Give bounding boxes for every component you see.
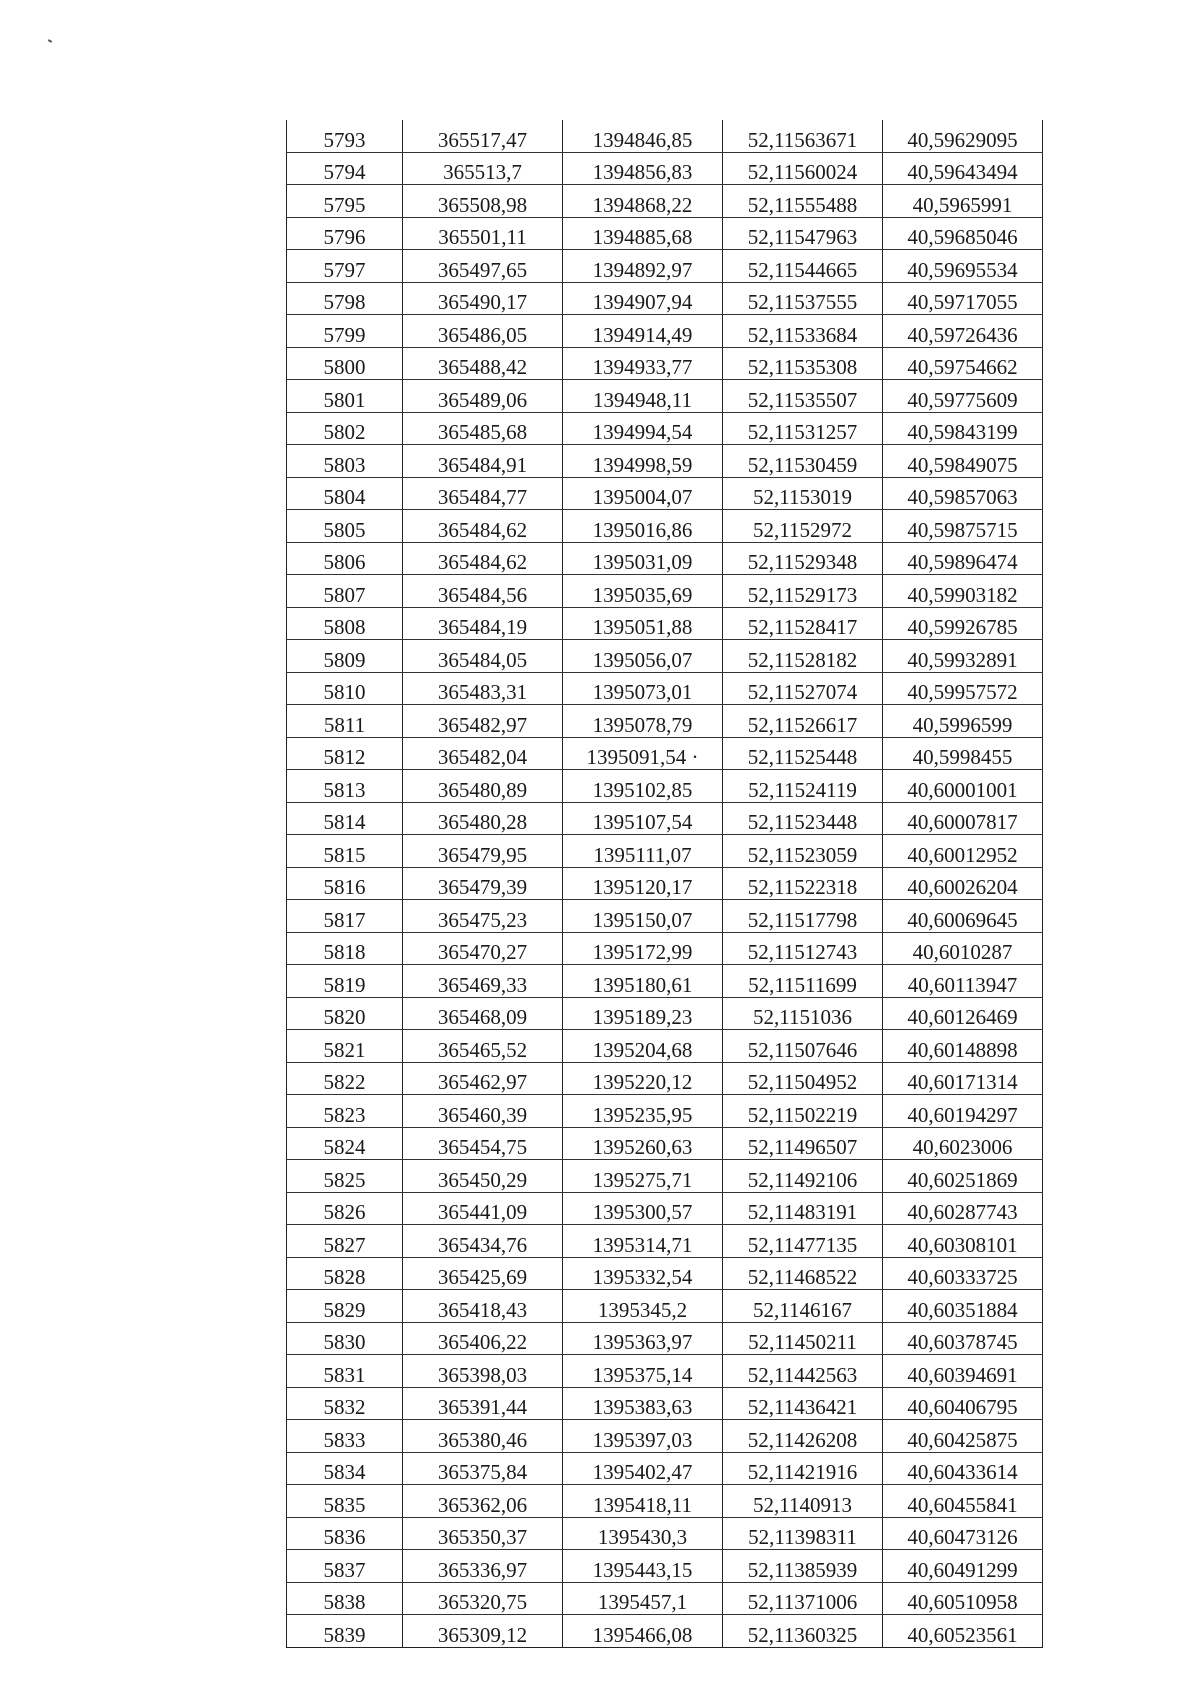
y-coordinate-cell: 1395418,11 (563, 1485, 723, 1518)
latitude-cell: 52,11477135 (723, 1225, 883, 1258)
y-coordinate-cell: 1395457,1 (563, 1582, 723, 1615)
point-number-cell: 5837 (287, 1550, 403, 1583)
latitude-cell: 52,11371006 (723, 1582, 883, 1615)
y-coordinate-cell: 1395107,54 (563, 802, 723, 835)
y-coordinate-cell: 1395056,07 (563, 640, 723, 673)
point-number-cell: 5828 (287, 1257, 403, 1290)
table-row (287, 1387, 1043, 1420)
latitude-cell: 52,11560024 (723, 152, 883, 185)
table-row (287, 315, 1043, 348)
y-coordinate-cell: 1395016,86 (563, 510, 723, 543)
y-coordinate-cell: 1395260,63 (563, 1127, 723, 1160)
latitude-cell: 52,11533684 (723, 315, 883, 348)
y-coordinate-cell: 1395300,57 (563, 1192, 723, 1225)
latitude-cell: 52,11385939 (723, 1550, 883, 1583)
point-number-cell: 5836 (287, 1517, 403, 1550)
longitude-cell: 40,5998455 (883, 737, 1043, 770)
longitude-cell: 40,5996599 (883, 705, 1043, 738)
longitude-cell: 40,60148898 (883, 1030, 1043, 1063)
x-coordinate-cell: 365513,7 (403, 152, 563, 185)
latitude-cell: 52,11502219 (723, 1095, 883, 1128)
x-coordinate-cell: 365484,19 (403, 607, 563, 640)
coordinates-table (286, 120, 1043, 1648)
point-number-cell: 5811 (287, 705, 403, 738)
x-coordinate-cell: 365497,65 (403, 250, 563, 283)
point-number-cell: 5813 (287, 770, 403, 803)
table-row (287, 250, 1043, 283)
table-row (287, 185, 1043, 218)
y-coordinate-cell: 1394933,77 (563, 347, 723, 380)
longitude-cell: 40,60425875 (883, 1420, 1043, 1453)
longitude-cell: 40,60394691 (883, 1355, 1043, 1388)
table-row (287, 1517, 1043, 1550)
latitude-cell: 52,1153019 (723, 477, 883, 510)
y-coordinate-cell: 1395111,07 (563, 835, 723, 868)
table-row (287, 217, 1043, 250)
table-row (287, 770, 1043, 803)
longitude-cell: 40,59926785 (883, 607, 1043, 640)
x-coordinate-cell: 365517,47 (403, 120, 563, 152)
longitude-cell: 40,60007817 (883, 802, 1043, 835)
x-coordinate-cell: 365391,44 (403, 1387, 563, 1420)
table-row (287, 412, 1043, 445)
latitude-cell: 52,11442563 (723, 1355, 883, 1388)
table-row (287, 1550, 1043, 1583)
y-coordinate-cell: 1394948,11 (563, 380, 723, 413)
latitude-cell: 52,11527074 (723, 672, 883, 705)
longitude-cell: 40,6010287 (883, 932, 1043, 965)
latitude-cell: 52,11544665 (723, 250, 883, 283)
table-row (287, 1290, 1043, 1323)
point-number-cell: 5805 (287, 510, 403, 543)
y-coordinate-cell: 1395375,14 (563, 1355, 723, 1388)
y-coordinate-cell: 1395073,01 (563, 672, 723, 705)
y-coordinate-cell: 1395172,99 (563, 932, 723, 965)
point-number-cell: 5802 (287, 412, 403, 445)
longitude-cell: 40,60378745 (883, 1322, 1043, 1355)
table-row (287, 380, 1043, 413)
x-coordinate-cell: 365418,43 (403, 1290, 563, 1323)
longitude-cell: 40,60455841 (883, 1485, 1043, 1518)
table-row (287, 1322, 1043, 1355)
longitude-cell: 40,60308101 (883, 1225, 1043, 1258)
latitude-cell: 52,11517798 (723, 900, 883, 933)
y-coordinate-cell: 1394885,68 (563, 217, 723, 250)
point-number-cell: 5826 (287, 1192, 403, 1225)
table-row (287, 1192, 1043, 1225)
longitude-cell: 40,60510958 (883, 1582, 1043, 1615)
latitude-cell: 52,11528417 (723, 607, 883, 640)
x-coordinate-cell: 365425,69 (403, 1257, 563, 1290)
table-row (287, 477, 1043, 510)
longitude-cell: 40,59857063 (883, 477, 1043, 510)
table-row (287, 347, 1043, 380)
y-coordinate-cell: 1395402,47 (563, 1452, 723, 1485)
table-row (287, 705, 1043, 738)
x-coordinate-cell: 365468,09 (403, 997, 563, 1030)
y-coordinate-cell: 1395397,03 (563, 1420, 723, 1453)
longitude-cell: 40,60523561 (883, 1615, 1043, 1648)
y-coordinate-cell: 1395031,09 (563, 542, 723, 575)
point-number-cell: 5799 (287, 315, 403, 348)
y-coordinate-cell: 1395102,85 (563, 770, 723, 803)
table-row (287, 932, 1043, 965)
latitude-cell: 52,11360325 (723, 1615, 883, 1648)
point-number-cell: 5800 (287, 347, 403, 380)
x-coordinate-cell: 365441,09 (403, 1192, 563, 1225)
x-coordinate-cell: 365454,75 (403, 1127, 563, 1160)
y-coordinate-cell: 1395091,54 · (563, 737, 723, 770)
longitude-cell: 40,59685046 (883, 217, 1043, 250)
latitude-cell: 52,11496507 (723, 1127, 883, 1160)
latitude-cell: 52,11531257 (723, 412, 883, 445)
point-number-cell: 5819 (287, 965, 403, 998)
latitude-cell: 52,11526617 (723, 705, 883, 738)
longitude-cell: 40,59849075 (883, 445, 1043, 478)
y-coordinate-cell: 1394892,97 (563, 250, 723, 283)
x-coordinate-cell: 365375,84 (403, 1452, 563, 1485)
table-row (287, 1095, 1043, 1128)
table-row (287, 997, 1043, 1030)
x-coordinate-cell: 365483,31 (403, 672, 563, 705)
table-row (287, 1452, 1043, 1485)
x-coordinate-cell: 365460,39 (403, 1095, 563, 1128)
y-coordinate-cell: 1394868,22 (563, 185, 723, 218)
y-coordinate-cell: 1395332,54 (563, 1257, 723, 1290)
table-row (287, 1582, 1043, 1615)
table-row (287, 120, 1043, 152)
point-number-cell: 5834 (287, 1452, 403, 1485)
x-coordinate-cell: 365450,29 (403, 1160, 563, 1193)
y-coordinate-cell: 1395430,3 (563, 1517, 723, 1550)
latitude-cell: 52,11522318 (723, 867, 883, 900)
x-coordinate-cell: 365406,22 (403, 1322, 563, 1355)
table-row (287, 1030, 1043, 1063)
table-row (287, 965, 1043, 998)
x-coordinate-cell: 365485,68 (403, 412, 563, 445)
table-row (287, 1225, 1043, 1258)
table-row (287, 835, 1043, 868)
y-coordinate-cell: 1395443,15 (563, 1550, 723, 1583)
x-coordinate-cell: 365479,95 (403, 835, 563, 868)
y-coordinate-cell: 1395345,2 (563, 1290, 723, 1323)
table-row (287, 575, 1043, 608)
table-row (287, 510, 1043, 543)
x-coordinate-cell: 365484,56 (403, 575, 563, 608)
longitude-cell: 40,60473126 (883, 1517, 1043, 1550)
table-row (287, 802, 1043, 835)
x-coordinate-cell: 365469,33 (403, 965, 563, 998)
longitude-cell: 40,59903182 (883, 575, 1043, 608)
y-coordinate-cell: 1395383,63 (563, 1387, 723, 1420)
point-number-cell: 5801 (287, 380, 403, 413)
point-number-cell: 5793 (287, 120, 403, 152)
y-coordinate-cell: 1395314,71 (563, 1225, 723, 1258)
latitude-cell: 52,11555488 (723, 185, 883, 218)
latitude-cell: 52,11535308 (723, 347, 883, 380)
longitude-cell: 40,60026204 (883, 867, 1043, 900)
point-number-cell: 5816 (287, 867, 403, 900)
coordinates-table-body (287, 120, 1043, 1647)
longitude-cell: 40,59875715 (883, 510, 1043, 543)
point-number-cell: 5796 (287, 217, 403, 250)
longitude-cell: 40,60001001 (883, 770, 1043, 803)
x-coordinate-cell: 365336,97 (403, 1550, 563, 1583)
latitude-cell: 52,11507646 (723, 1030, 883, 1063)
latitude-cell: 52,11563671 (723, 120, 883, 152)
latitude-cell: 52,11504952 (723, 1062, 883, 1095)
table-row (287, 1257, 1043, 1290)
latitude-cell: 52,11528182 (723, 640, 883, 673)
longitude-cell: 40,60012952 (883, 835, 1043, 868)
x-coordinate-cell: 365462,97 (403, 1062, 563, 1095)
longitude-cell: 40,59629095 (883, 120, 1043, 152)
table-row (287, 1355, 1043, 1388)
latitude-cell: 52,11535507 (723, 380, 883, 413)
longitude-cell: 40,60491299 (883, 1550, 1043, 1583)
point-number-cell: 5795 (287, 185, 403, 218)
point-number-cell: 5817 (287, 900, 403, 933)
table-row (287, 1062, 1043, 1095)
point-number-cell: 5807 (287, 575, 403, 608)
point-number-cell: 5825 (287, 1160, 403, 1193)
point-number-cell: 5839 (287, 1615, 403, 1648)
table-row (287, 1420, 1043, 1453)
x-coordinate-cell: 365480,28 (403, 802, 563, 835)
y-coordinate-cell: 1395180,61 (563, 965, 723, 998)
x-coordinate-cell: 365488,42 (403, 347, 563, 380)
longitude-cell: 40,60171314 (883, 1062, 1043, 1095)
x-coordinate-cell: 365484,91 (403, 445, 563, 478)
longitude-cell: 40,60126469 (883, 997, 1043, 1030)
x-coordinate-cell: 365484,77 (403, 477, 563, 510)
point-number-cell: 5803 (287, 445, 403, 478)
point-number-cell: 5810 (287, 672, 403, 705)
y-coordinate-cell: 1395150,07 (563, 900, 723, 933)
latitude-cell: 52,11524119 (723, 770, 883, 803)
latitude-cell: 52,11421916 (723, 1452, 883, 1485)
point-number-cell: 5806 (287, 542, 403, 575)
y-coordinate-cell: 1394998,59 (563, 445, 723, 478)
x-coordinate-cell: 365484,62 (403, 510, 563, 543)
longitude-cell: 40,60194297 (883, 1095, 1043, 1128)
y-coordinate-cell: 1395004,07 (563, 477, 723, 510)
latitude-cell: 52,11530459 (723, 445, 883, 478)
point-number-cell: 5821 (287, 1030, 403, 1063)
longitude-cell: 40,60113947 (883, 965, 1043, 998)
x-coordinate-cell: 365475,23 (403, 900, 563, 933)
latitude-cell: 52,1152972 (723, 510, 883, 543)
longitude-cell: 40,59726436 (883, 315, 1043, 348)
y-coordinate-cell: 1394856,83 (563, 152, 723, 185)
x-coordinate-cell: 365309,12 (403, 1615, 563, 1648)
point-number-cell: 5804 (287, 477, 403, 510)
y-coordinate-cell: 1395466,08 (563, 1615, 723, 1648)
table-row (287, 1127, 1043, 1160)
latitude-cell: 52,1146167 (723, 1290, 883, 1323)
table-row (287, 1160, 1043, 1193)
y-coordinate-cell: 1395204,68 (563, 1030, 723, 1063)
longitude-cell: 40,59843199 (883, 412, 1043, 445)
y-coordinate-cell: 1395363,97 (563, 1322, 723, 1355)
longitude-cell: 40,60069645 (883, 900, 1043, 933)
y-coordinate-cell: 1395235,95 (563, 1095, 723, 1128)
point-number-cell: 5824 (287, 1127, 403, 1160)
latitude-cell: 52,11512743 (723, 932, 883, 965)
longitude-cell: 40,60433614 (883, 1452, 1043, 1485)
x-coordinate-cell: 365486,05 (403, 315, 563, 348)
point-number-cell: 5831 (287, 1355, 403, 1388)
latitude-cell: 52,1140913 (723, 1485, 883, 1518)
y-coordinate-cell: 1395220,12 (563, 1062, 723, 1095)
x-coordinate-cell: 365508,98 (403, 185, 563, 218)
x-coordinate-cell: 365484,05 (403, 640, 563, 673)
longitude-cell: 40,59896474 (883, 542, 1043, 575)
point-number-cell: 5794 (287, 152, 403, 185)
x-coordinate-cell: 365489,06 (403, 380, 563, 413)
latitude-cell: 52,11468522 (723, 1257, 883, 1290)
point-number-cell: 5830 (287, 1322, 403, 1355)
point-number-cell: 5822 (287, 1062, 403, 1095)
x-coordinate-cell: 365398,03 (403, 1355, 563, 1388)
latitude-cell: 52,11529348 (723, 542, 883, 575)
y-coordinate-cell: 1395189,23 (563, 997, 723, 1030)
latitude-cell: 52,11537555 (723, 282, 883, 315)
point-number-cell: 5812 (287, 737, 403, 770)
latitude-cell: 52,11483191 (723, 1192, 883, 1225)
longitude-cell: 40,60406795 (883, 1387, 1043, 1420)
x-coordinate-cell: 365470,27 (403, 932, 563, 965)
table-row (287, 640, 1043, 673)
longitude-cell: 40,59932891 (883, 640, 1043, 673)
table-row (287, 542, 1043, 575)
latitude-cell: 52,11426208 (723, 1420, 883, 1453)
latitude-cell: 52,11492106 (723, 1160, 883, 1193)
table-row (287, 737, 1043, 770)
y-coordinate-cell: 1394907,94 (563, 282, 723, 315)
x-coordinate-cell: 365362,06 (403, 1485, 563, 1518)
point-number-cell: 5833 (287, 1420, 403, 1453)
latitude-cell: 52,11547963 (723, 217, 883, 250)
point-number-cell: 5823 (287, 1095, 403, 1128)
x-coordinate-cell: 365482,97 (403, 705, 563, 738)
longitude-cell: 40,59754662 (883, 347, 1043, 380)
x-coordinate-cell: 365482,04 (403, 737, 563, 770)
y-coordinate-cell: 1395051,88 (563, 607, 723, 640)
point-number-cell: 5818 (287, 932, 403, 965)
x-coordinate-cell: 365380,46 (403, 1420, 563, 1453)
y-coordinate-cell: 1395035,69 (563, 575, 723, 608)
y-coordinate-cell: 1395275,71 (563, 1160, 723, 1193)
longitude-cell: 40,60251869 (883, 1160, 1043, 1193)
x-coordinate-cell: 365480,89 (403, 770, 563, 803)
point-number-cell: 5832 (287, 1387, 403, 1420)
x-coordinate-cell: 365350,37 (403, 1517, 563, 1550)
longitude-cell: 40,60333725 (883, 1257, 1043, 1290)
point-number-cell: 5814 (287, 802, 403, 835)
point-number-cell: 5797 (287, 250, 403, 283)
latitude-cell: 52,11529173 (723, 575, 883, 608)
x-coordinate-cell: 365479,39 (403, 867, 563, 900)
table-row (287, 445, 1043, 478)
point-number-cell: 5835 (287, 1485, 403, 1518)
point-number-cell: 5815 (287, 835, 403, 868)
y-coordinate-cell: 1394846,85 (563, 120, 723, 152)
latitude-cell: 52,11525448 (723, 737, 883, 770)
longitude-cell: 40,59695534 (883, 250, 1043, 283)
table-row (287, 152, 1043, 185)
table-row (287, 900, 1043, 933)
latitude-cell: 52,11450211 (723, 1322, 883, 1355)
longitude-cell: 40,59957572 (883, 672, 1043, 705)
longitude-cell: 40,5965991 (883, 185, 1043, 218)
x-coordinate-cell: 365320,75 (403, 1582, 563, 1615)
latitude-cell: 52,11436421 (723, 1387, 883, 1420)
latitude-cell: 52,11523059 (723, 835, 883, 868)
table-row (287, 1615, 1043, 1648)
y-coordinate-cell: 1395078,79 (563, 705, 723, 738)
point-number-cell: 5808 (287, 607, 403, 640)
x-coordinate-cell: 365465,52 (403, 1030, 563, 1063)
latitude-cell: 52,1151036 (723, 997, 883, 1030)
x-coordinate-cell: 365501,11 (403, 217, 563, 250)
latitude-cell: 52,11523448 (723, 802, 883, 835)
x-coordinate-cell: 365484,62 (403, 542, 563, 575)
point-number-cell: 5809 (287, 640, 403, 673)
longitude-cell: 40,59717055 (883, 282, 1043, 315)
point-number-cell: 5829 (287, 1290, 403, 1323)
table-row (287, 607, 1043, 640)
point-number-cell: 5827 (287, 1225, 403, 1258)
table-row (287, 672, 1043, 705)
point-number-cell: 5838 (287, 1582, 403, 1615)
y-coordinate-cell: 1394994,54 (563, 412, 723, 445)
table-row (287, 867, 1043, 900)
y-coordinate-cell: 1394914,49 (563, 315, 723, 348)
latitude-cell: 52,11398311 (723, 1517, 883, 1550)
scan-speck (48, 39, 52, 43)
point-number-cell: 5820 (287, 997, 403, 1030)
y-coordinate-cell: 1395120,17 (563, 867, 723, 900)
longitude-cell: 40,59643494 (883, 152, 1043, 185)
longitude-cell: 40,60287743 (883, 1192, 1043, 1225)
longitude-cell: 40,60351884 (883, 1290, 1043, 1323)
longitude-cell: 40,59775609 (883, 380, 1043, 413)
latitude-cell: 52,11511699 (723, 965, 883, 998)
x-coordinate-cell: 365490,17 (403, 282, 563, 315)
point-number-cell: 5798 (287, 282, 403, 315)
table-row (287, 282, 1043, 315)
x-coordinate-cell: 365434,76 (403, 1225, 563, 1258)
table-row (287, 1485, 1043, 1518)
longitude-cell: 40,6023006 (883, 1127, 1043, 1160)
